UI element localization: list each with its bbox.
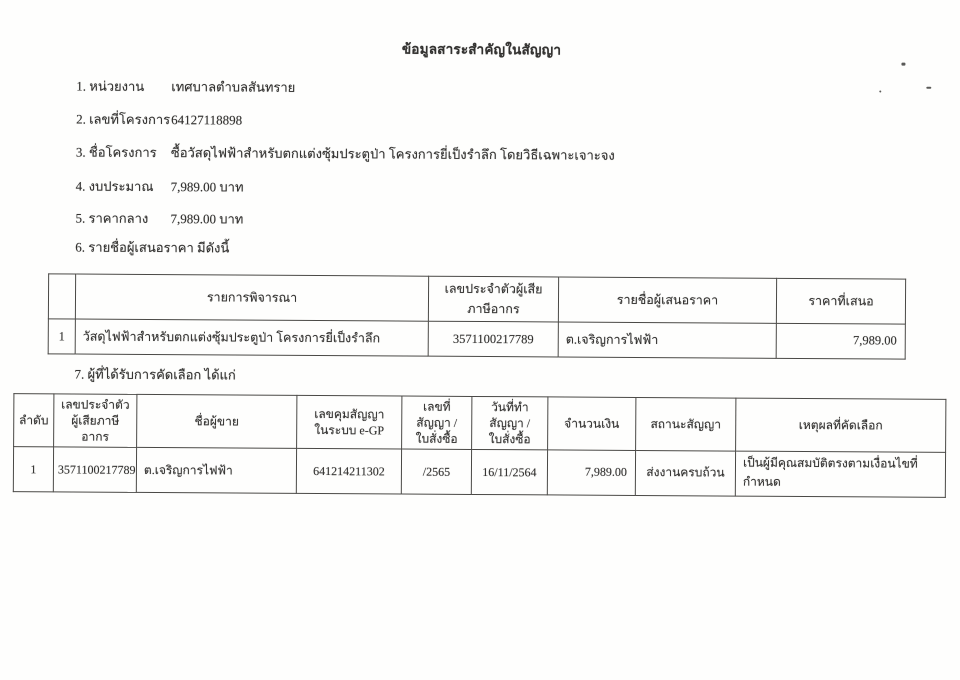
cell-row-no: 1 xyxy=(48,319,75,354)
cell-offered-price: 7,989.00 xyxy=(776,323,905,359)
field-label: 2. เลขที่โครงการ xyxy=(76,111,171,128)
col-bidder-name: รายชื่อผู้เสนอราคา xyxy=(558,277,776,323)
field-label: 1. หน่วยงาน xyxy=(76,78,145,94)
col-amount: จำนวนเงิน xyxy=(548,397,636,451)
cell-contract-status: ส่งงานครบถ้วน xyxy=(635,450,735,496)
col-egp-contract-no: เลขคุมสัญญา ในระบบ e-GP xyxy=(297,395,402,449)
field-value: 7,989.00 บาท xyxy=(170,211,244,227)
col-contract-no: เลขที่สัญญา / ใบสั่งซื้อ xyxy=(402,396,472,449)
field-value: 64127118898 xyxy=(171,112,243,128)
field-row-bidders-heading xyxy=(75,239,930,262)
col-seq: ลำดับ xyxy=(14,394,54,447)
cell-taxpayer-id: 3571100217789 xyxy=(53,447,136,493)
scan-speck xyxy=(926,87,931,89)
field-label: 4. งบประมาณ xyxy=(75,178,154,195)
cell-bidder-name: ต.เจริญการไฟฟ้า xyxy=(558,322,776,358)
bidders-table-header-row xyxy=(48,274,905,324)
cell-vendor-name: ต.เจริญการไฟฟ้า xyxy=(136,447,296,493)
cell-egp-contract-no: 641214211302 xyxy=(296,448,401,494)
col-taxpayer-id: เลขประจำตัว ผู้เสียภาษีอากร xyxy=(54,394,137,448)
scan-speck xyxy=(879,90,881,92)
col-taxpayer-id: เลขประจำตัวผู้เสียภาษีอากร xyxy=(428,276,558,322)
field-row-project-number xyxy=(76,111,931,134)
col-contract-status: สถานะสัญญา xyxy=(636,397,736,451)
cell-contract-no: /2565 xyxy=(401,449,471,494)
bidders-table xyxy=(48,273,905,359)
cell-taxpayer-id: 3571100217789 xyxy=(428,321,558,357)
cell-seq: 1 xyxy=(13,447,53,492)
table-row xyxy=(48,319,905,359)
selected-table xyxy=(13,393,946,498)
selected-section-heading: 7. ผู้ที่ได้รับการคัดเลือก ได้แก่ xyxy=(74,366,236,383)
col-blank xyxy=(48,274,75,319)
table-row xyxy=(13,447,945,498)
selected-table-header-row xyxy=(14,394,946,453)
field-label: 5. ราคากลาง xyxy=(75,210,149,226)
col-selection-reason: เหตุผลที่คัดเลือก xyxy=(736,398,946,452)
page-title: ข้อมูลสาระสำคัญในสัญญา xyxy=(401,41,562,58)
cell-selection-reason: เป็นผู้มีคุณสมบัติตรงตามเงื่อนไขที่กำหนด xyxy=(735,451,945,497)
field-row-budget xyxy=(76,178,931,201)
cell-item: วัสดุไฟฟ้าสำหรับตกแต่งซุ้มประตูป่า โครงการยี่เป็งรำลึก xyxy=(75,319,428,356)
col-item-considered: รายการพิจารณา xyxy=(75,274,428,321)
field-row-agency xyxy=(76,78,931,101)
field-row-median-price xyxy=(75,210,930,233)
col-vendor-name: ชื่อผู้ขาย xyxy=(137,394,297,448)
field-label: 6. รายชื่อผู้เสนอราคา มีดังนี้ xyxy=(75,239,230,256)
cell-amount: 7,989.00 xyxy=(547,450,635,496)
cell-contract-date: 16/11/2564 xyxy=(471,449,547,494)
field-row-project-name xyxy=(76,144,931,167)
field-value: 7,989.00 บาท xyxy=(170,179,244,195)
field-value: เทศบาลตำบลสันทราย xyxy=(171,79,296,95)
field-value: ซื้อวัสดุไฟฟ้าสำหรับตกแต่งซุ้มประตูป่า โครงการยี่เป็งรำลึก โดยวิธีเฉพาะเจาะจง xyxy=(170,145,615,163)
col-contract-date: วันที่ทำสัญญา / ใบสั่งซื้อ xyxy=(472,396,548,449)
field-label: 3. ชื่อโครงการ xyxy=(75,144,157,161)
col-offered-price: ราคาที่เสนอ xyxy=(776,278,905,324)
scan-speck xyxy=(901,63,905,66)
